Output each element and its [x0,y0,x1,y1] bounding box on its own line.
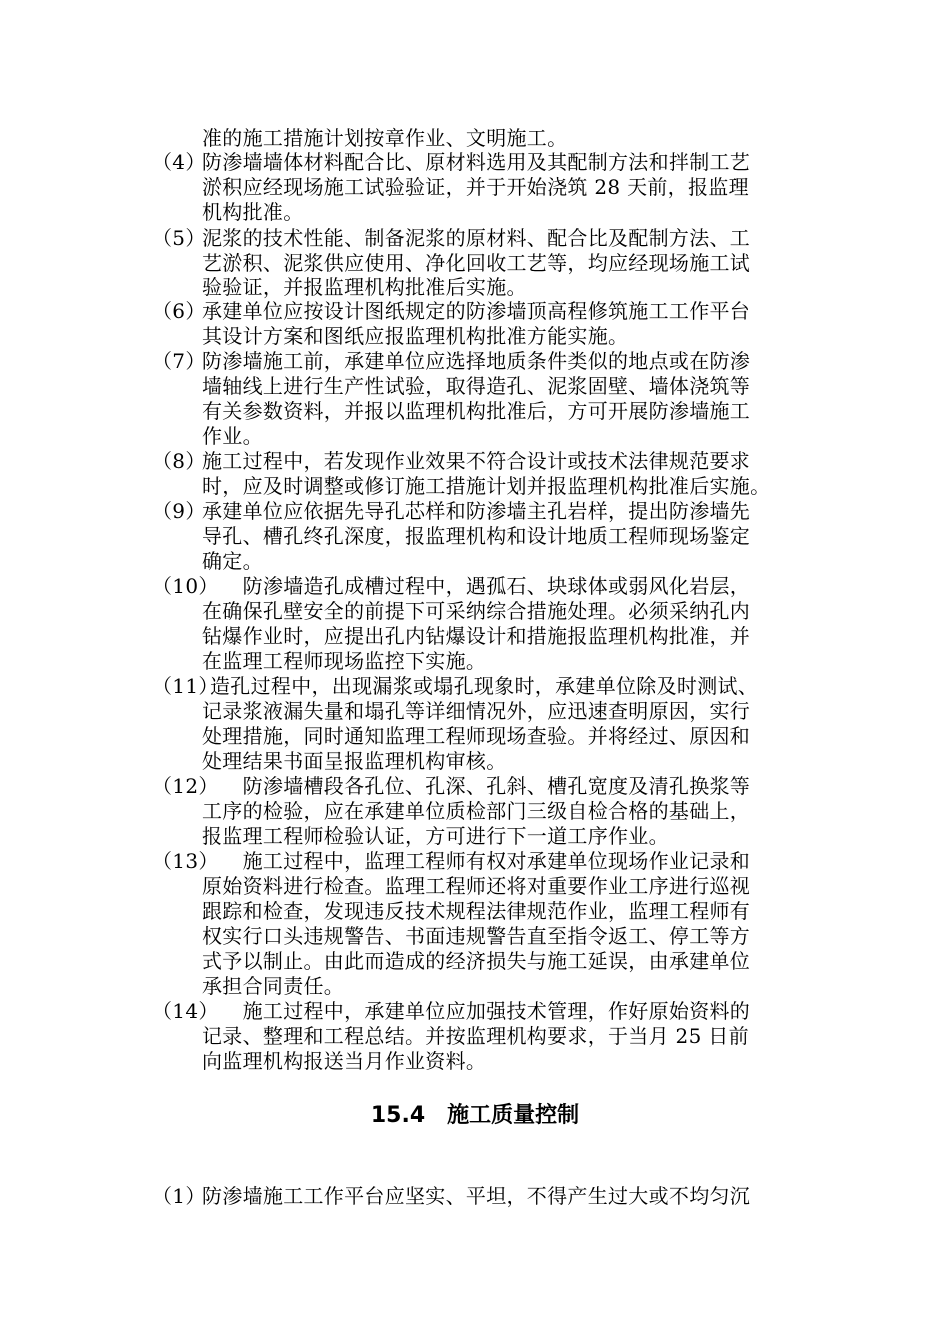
section-heading: 15.4 施工质量控制 [370,1103,580,1128]
paragraph-line: 原始资料进行检查。监理工程师还将对重要作业工序进行巡视 [202,874,751,898]
paragraph-line: 式予以制止。由此而造成的经济损失与施工延误，由承建单位 [202,949,751,973]
item-number: （9） [152,499,206,523]
paragraph-line: 其设计方案和图纸应报监理机构批准方能实施。 [202,324,629,348]
paragraph-line: 机构批准。 [202,200,304,224]
paragraph-line: 施工过程中，若发现作业效果不符合设计或技术法律规范要求 [202,449,751,473]
paragraph-line: 淤积应经现场施工试验验证，并于开始浇筑 28 天前，报监理 [202,175,749,199]
paragraph-line: 报监理工程师检验认证，方可进行下一道工序作业。 [202,824,669,848]
paragraph-line: 施工过程中，承建单位应加强技术管理，作好原始资料的 [202,999,751,1023]
paragraph-line: 有关参数资料，并报以监理机构批准后，方可开展防渗墙施工 [202,399,751,423]
item-number: （12） [152,774,219,798]
paragraph-line: 跟踪和检查，发现违反技术规程法律规范作业，监理工程师有 [202,899,751,923]
paragraph-line: 验验证，并报监理机构批准后实施。 [202,275,527,299]
paragraph-line: 作业。 [202,424,263,448]
paragraph-line: 权实行口头违规警告、书面违规警告直至指令返工、停工等方 [202,924,751,948]
item-number: （5） [152,226,206,250]
paragraph-line: 处理结果书面呈报监理机构审核。 [202,749,507,773]
paragraph-line: 在监理工程师现场监控下实施。 [202,649,487,673]
paragraph-line: 艺淤积、泥浆供应使用、净化回收工艺等，均应经现场施工试 [202,251,751,275]
item-number: （7） [152,349,206,373]
item-number: （8） [152,449,206,473]
paragraph-line: 工序的检验，应在承建单位质检部门三级自检合格的基础上， [202,799,751,823]
paragraph-line: 防渗墙造孔成槽过程中，遇孤石、块球体或弱风化岩层， [202,574,751,598]
paragraph-line: 记录、整理和工程总结。并按监理机构要求，于当月 25 日前 [202,1024,749,1048]
paragraph-line: 向监理机构报送当月作业资料。 [202,1049,487,1073]
paragraph-line: 墙轴线上进行生产性试验，取得造孔、泥浆固壁、墙体浇筑等 [202,374,751,398]
paragraph-line: 处理措施，同时通知监理工程师现场查验。并将经过、原因和 [202,724,751,748]
paragraph-line: 记录浆液漏失量和塌孔等详细情况外，应迅速查明原因，实行 [202,699,751,723]
item-number: （11） [152,674,219,698]
paragraph-line: 时，应及时调整或修订施工措施计划并报监理机构批准后实施。 [202,474,771,498]
item-number: （13） [152,849,219,873]
paragraph-line: 承担合同责任。 [202,974,345,998]
paragraph-line: 承建单位应依据先导孔芯样和防渗墙主孔岩样，提出防渗墙先 [202,499,751,523]
paragraph-line: 准的施工措施计划按章作业、文明施工。 [202,126,568,150]
paragraph-line: 承建单位应按设计图纸规定的防渗墙顶高程修筑施工工作平台 [202,299,751,323]
item-number: （6） [152,299,206,323]
paragraph-line: 泥浆的技术性能、制备泥浆的原材料、配合比及配制方法、工 [202,226,751,250]
item-number: （1） [152,1184,206,1208]
paragraph-line: 在确保孔壁安全的前提下可采纳综合措施处理。必须采纳孔内 [202,599,751,623]
paragraph-line: 导孔、槽孔终孔深度，报监理机构和设计地质工程师现场鉴定 [202,524,751,548]
paragraph-line: 防渗墙施工前，承建单位应选择地质条件类似的地点或在防渗 [202,349,751,373]
paragraph-line: 防渗墙施工工作平台应坚实、平坦，不得产生过大或不均匀沉 [202,1184,751,1208]
item-number: （10） [152,574,219,598]
item-number: （4） [152,150,206,174]
paragraph-line: 钻爆作业时，应提出孔内钻爆设计和措施报监理机构批准，并 [202,624,751,648]
paragraph-line: 造孔过程中，出现漏浆或塌孔现象时，承建单位除及时测试、 [210,674,759,698]
paragraph-line: 防渗墙墙体材料配合比、原材料选用及其配制方法和拌制工艺 [202,150,751,174]
paragraph-line: 防渗墙槽段各孔位、孔深、孔斜、槽孔宽度及清孔换浆等 [202,774,751,798]
paragraph-line: 确定。 [202,549,263,573]
paragraph-line: 施工过程中，监理工程师有权对承建单位现场作业记录和 [202,849,751,873]
item-number: （14） [152,999,219,1023]
